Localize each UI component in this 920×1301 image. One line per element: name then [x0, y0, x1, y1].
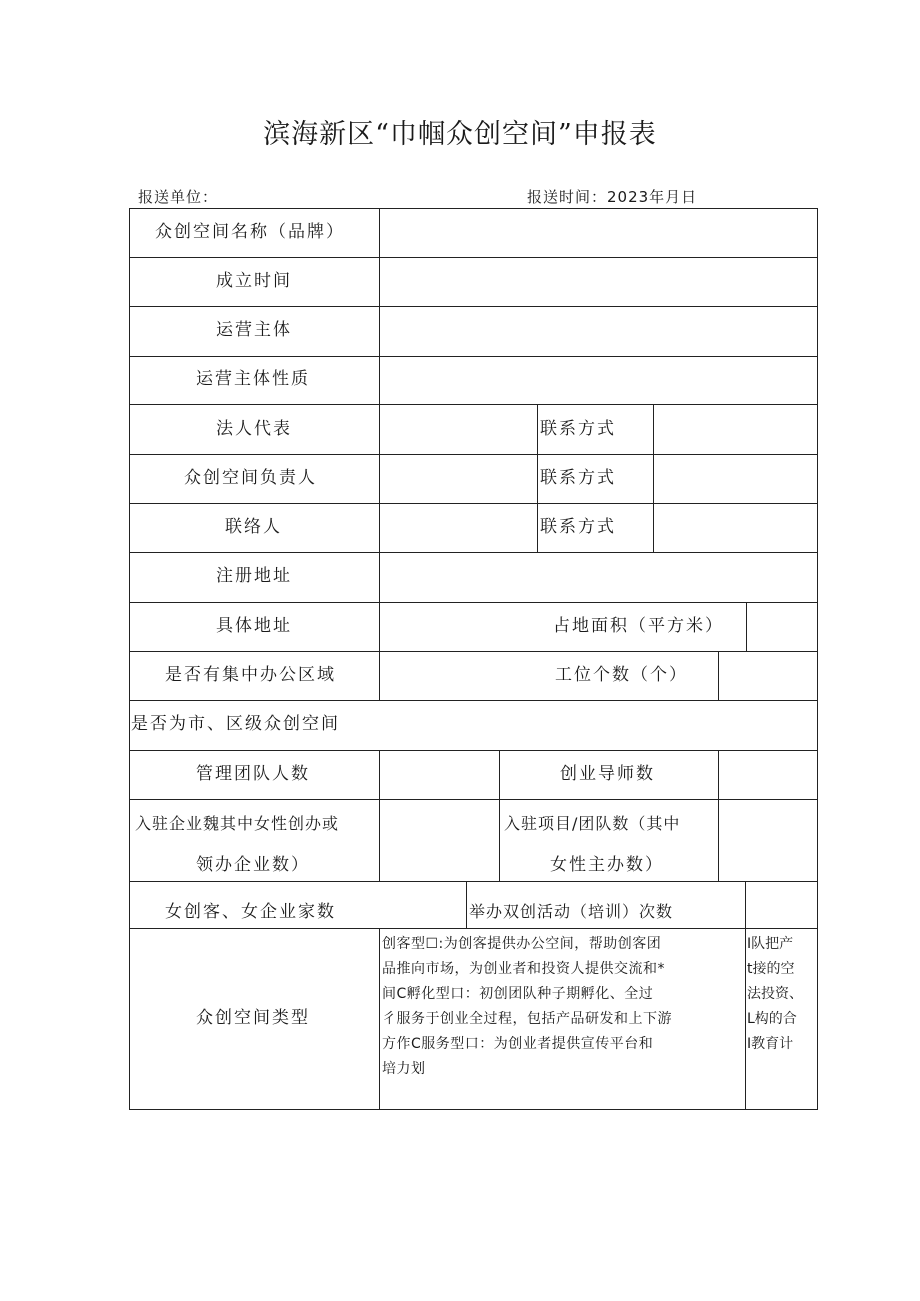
founders-column-divider — [466, 881, 467, 929]
contact-label: 联系方式 — [540, 468, 616, 488]
resident-firms-field[interactable] — [380, 800, 499, 881]
space-type-line: 彳服务于创业全过程，包括产品研发和上下游 — [382, 1011, 672, 1027]
space-type-line: 培力划 — [382, 1061, 426, 1077]
operator-nature-label: 运营主体性质 — [196, 369, 310, 389]
liaison-label: 联络人 — [225, 517, 282, 537]
team-column-divider — [499, 750, 500, 882]
female-founders-field[interactable] — [380, 882, 466, 928]
manager-field[interactable] — [380, 455, 537, 503]
table-border-right — [817, 208, 818, 1110]
office-area-field[interactable] — [380, 652, 540, 700]
manager-contact-field[interactable] — [654, 455, 817, 503]
space-type-side-line: I教育计 — [747, 1036, 794, 1052]
events-label: 举办双创活动（培训）次数 — [469, 902, 674, 921]
mentors-label: 创业导师数 — [560, 764, 655, 784]
table-border-left — [129, 208, 130, 1110]
registered-address-field[interactable] — [380, 553, 817, 602]
resident-firms-label: 入驻企业魏其中女性创办或 — [135, 814, 340, 833]
table-rule — [129, 1109, 818, 1110]
table-rule — [129, 881, 818, 882]
legal-rep-contact-field[interactable] — [654, 405, 817, 454]
specific-address-field[interactable] — [380, 603, 540, 651]
established-field[interactable] — [380, 258, 817, 306]
workstations-field[interactable] — [719, 652, 817, 700]
space-type-side-line: I队把产 — [747, 936, 794, 952]
mentors-field[interactable] — [719, 751, 817, 799]
mgmt-team-field[interactable] — [380, 751, 499, 799]
space-type-line: 方作C服务型口：为创业者提供宣传平台和 — [382, 1036, 654, 1052]
established-label: 成立时间 — [216, 271, 292, 291]
page-title: 滨海新区“巾帼众创空间”申报表 — [263, 119, 657, 150]
legal-rep-field[interactable] — [380, 405, 537, 454]
city-district-level-label: 是否为市、区级众创空间 — [131, 714, 340, 734]
resident-firms-label: 领办企业数） — [196, 855, 310, 875]
space-name-label: 众创空间名称（品牌） — [155, 222, 345, 242]
office-area-label: 是否有集中办公区域 — [165, 665, 336, 685]
projects-label: 入驻项目/团队数（其中 — [504, 814, 681, 833]
legal-rep-label: 法人代表 — [216, 419, 292, 439]
contact-column-divider — [537, 404, 538, 553]
space-type-label: 众创空间类型 — [196, 1008, 310, 1028]
space-type-side-line: 法投资、 — [747, 986, 803, 1002]
specific-address-label: 具体地址 — [216, 616, 292, 636]
label-column-divider — [379, 928, 380, 1110]
projects-label: 女性主办数） — [550, 855, 664, 875]
submission-time-label: 报送时间：2023年月日 — [527, 188, 698, 206]
contact-label: 联系方式 — [540, 419, 616, 439]
table-rule — [129, 928, 818, 929]
space-type-line: 间C孵化型口：初创团队种子期孵化、全过 — [382, 986, 654, 1002]
operator-field[interactable] — [380, 307, 817, 356]
registered-address-label: 注册地址 — [216, 566, 292, 586]
floor-area-field[interactable] — [747, 603, 817, 651]
space-type-line: 创客型☐:为创客提供办公空间，帮助创客团 — [382, 936, 662, 952]
liaison-field[interactable] — [380, 504, 537, 552]
space-type-side-line: L构的合 — [747, 1011, 797, 1027]
space-type-line: 品推向市场，为创业者和投资人提供交流和* — [382, 961, 665, 977]
operator-nature-field[interactable] — [380, 357, 817, 404]
events-field[interactable] — [746, 882, 817, 928]
operator-label: 运营主体 — [216, 320, 292, 340]
type-column-divider — [745, 928, 746, 1110]
contact-label: 联系方式 — [540, 517, 616, 537]
workstations-label: 工位个数（个） — [555, 665, 688, 685]
space-type-options[interactable] — [382, 932, 744, 1082]
female-founders-label: 女创客、女企业家数 — [165, 902, 336, 922]
mgmt-team-label: 管理团队人数 — [196, 764, 310, 784]
space-name-field[interactable] — [380, 209, 817, 257]
floor-area-label: 占地面积（平方米） — [553, 616, 724, 636]
submitting-unit-label: 报送单位： — [138, 188, 219, 206]
projects-field[interactable] — [719, 800, 817, 881]
liaison-contact-field[interactable] — [654, 504, 817, 552]
space-type-side-text — [747, 932, 817, 1057]
space-manager-label: 众创空间负责人 — [184, 468, 317, 488]
city-district-level-field[interactable] — [380, 701, 817, 750]
space-type-side-line: t接的空 — [747, 961, 795, 977]
